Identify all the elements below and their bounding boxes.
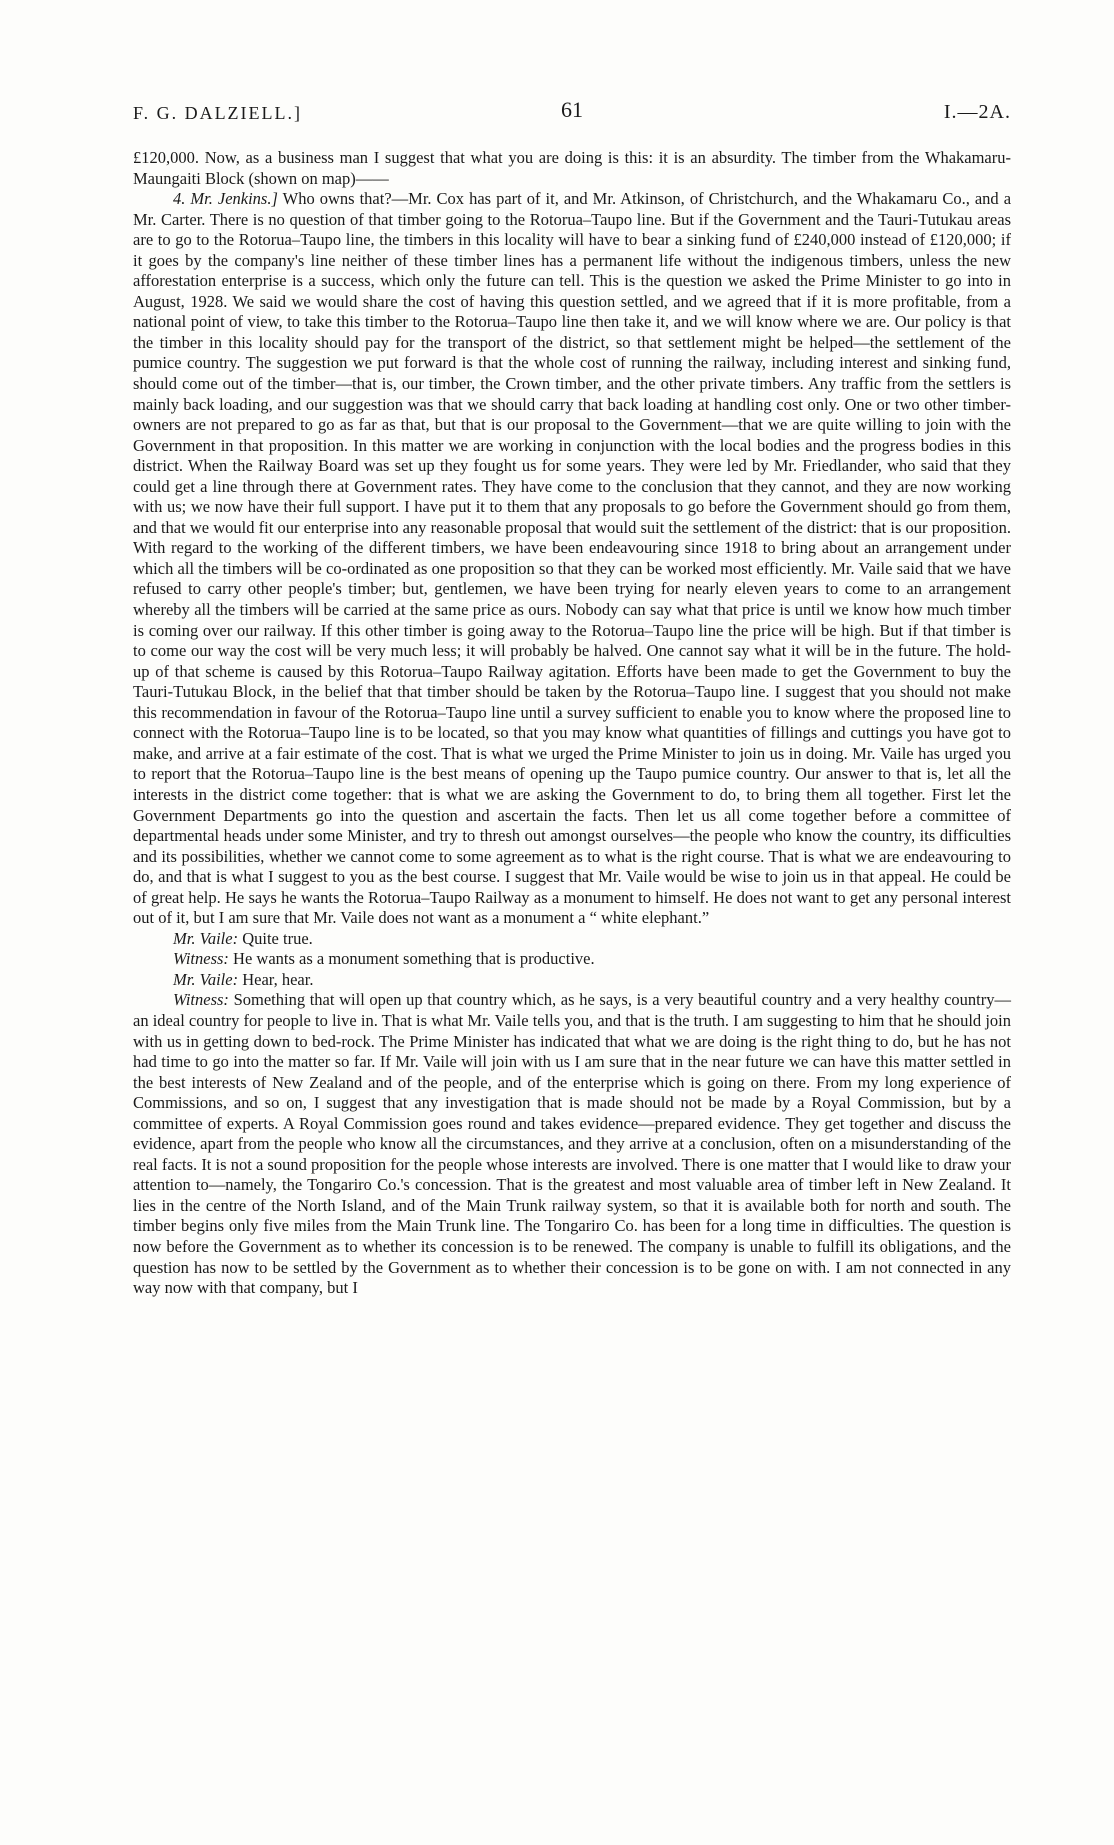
speaker-lead: Witness: — [173, 990, 229, 1010]
speaker-lead: 4. Mr. Jenkins.] — [173, 189, 278, 209]
paragraph-4: Witness: He wants as a monument something that is productive. — [173, 949, 595, 969]
page-body — [133, 148, 1011, 1299]
document-reference: I.—2A. — [943, 101, 1011, 123]
paragraph-1: £120,000. Now, as a business man I suggest that what you are doing is this: it is an absurdity. The timber from the Whakamaru-Maungaiti Block (shown on map)—— — [133, 148, 1011, 188]
speaker-lead: Mr. Vaile: — [173, 969, 239, 989]
paragraph-6: Witness: Something that will open up that country which, as he says, is a very beautiful country and a very healthy country—an ideal country for people to live in. That is what Mr. Vaile tells you, and that is the truth. I am suggesting to him that he should join with us in getting down to bed-rock. The Prime Minister has indicated that what we are doing is the right thing to do, but he has not had time to go into the matter so far. If Mr. Vaile will join with us I am sure that in the near future we can have this matter settled in the best interests of New Zealand and of the people, and of the enterprise which is going on there. From my long experience of Commissions, and so on, I suggest that any investigation that is made should not be made by a Royal Commission, but by a committee of experts. A Royal Commission goes round and takes evidence—prepared evidence. They get together and discuss the evidence, apart from the people who know all the circumstances, and they arrive at a conclusion, often on a misunderstanding of the real facts. It is not a sound proposition for the people whose interests are involved. There is one matter that I would like to draw your attention to—namely, the Tongariro Co.'s concession. That is the greatest and most valuable area of timber left in New Zealand. It lies in the centre of the North Island, and of the Main Trunk railway system, so that it is available both for north and south. The timber begins only five miles from the Main Trunk line. The Tongariro Co. has been for a long time in difficulties. The question is now before the Government as to whether its concession is to be renewed. The company is unable to fulfill its obligations, and the question has now to be settled by the Government as to whether their concession is to be gone on with. I am not connected in any way now with that company, but I — [133, 990, 1011, 1298]
page-header — [133, 97, 1011, 131]
page-number: 61 — [561, 97, 583, 122]
paragraph-2: 4. Mr. Jenkins.] Who owns that?—Mr. Cox has part of it, and Mr. Atkinson, of Christchurch, and the Whakamaru Co., and a Mr. Carter. There is no question of that timber going to the Rotorua–Taupo line. But if the Government and the Tauri-Tutukau areas are to go to the Rotorua–Taupo line, the timbers in this locality will have to bear a sinking fund of £240,000 instead of £120,000; if it goes by the company's line neither of these timber lines has a permanent life without the indigenous timbers, unless the new afforestation enterprise is a success, which only the future can tell. This is the question we asked the Prime Minister to go into in August, 1928. We said we would share the cost of having this question settled, and we agreed that if it is more profitable, from a national point of view, to take this timber to the Rotorua–Taupo line then take it, and we will know where we are. Our policy is that the timber in this locality should pay for the transport of the district, so that settlement might be helped—the settlement of the pumice country. The suggestion we put forward is that the whole cost of running the railway, including interest and sinking fund, should come out of the timber—that is, our timber, the Crown timber, and the other private timbers. Any traffic from the settlers is mainly back loading, and our suggestion was that we should carry that back loading at handling cost only. One or two other timber-owners are not prepared to go as far as that, but that is our proposal to the Government—that we are quite willing to join with the Government in that proposition. In this matter we are working in conjunction with the local bodies and the progress bodies in this district. When the Railway Board was set up they fought us for some years. They were led by Mr. Friedlander, who said that they could get a line through there at Government rates. They have come to the conclusion that they cannot, and they are now working with us; we now have their full support. I have put it to them that any proposals to go before the Government should go from them, and that we would fit our enterprise into any reasonable proposal that would suit the settlement of the district: that is our proposition. With regard to the working of the different timbers, we have been endeavouring since 1918 to bring about an arrangement under which all the timbers will be co-ordinated as one proposition so that they can be worked most efficiently. Mr. Vaile said that we have refused to carry other people's timber; but, gentlemen, we have been trying for nearly eleven years to come to an arrangement whereby all the timbers will be carried at the same price as ours. Nobody can say what that price is until we know how much timber is coming over our railway. If this other timber is going away to the Rotorua–Taupo line the price will be high. But if that timber is to come our way the cost will be very much less; it will probably be halved. One cannot say what it will be in the future. The hold-up of that scheme is caused by this Rotorua–Taupo Railway agitation. Efforts have been made to get the Government to buy the Tauri-Tutukau Block, in the belief that that timber should be taken by the Rotorua–Taupo line. I suggest that you should not make this recommendation in favour of the Rotorua–Taupo line until a survey sufficient to enable you to know where the proposed line to connect with the Rotorua–Taupo line is to be located, so that you may know what quantities of fillings and cuttings you have got to make, and arrive at a fair estimate of the cost. That is what we urged the Prime Minister to join us in doing. Mr. Vaile has urged you to report that the Rotorua–Taupo line is the best means of opening up the Taupo pumice country. Our answer to that is, let all the interests in the district come together: that is what we are asking the Government to do, to bring them all together. First let the Government Departments go into the question and ascertain the facts. Then let us all come together before a committee of departmental heads under some Minister, and try to thresh out amongst ourselves—the people who know the country, its difficulties and its possibilities, whether we cannot come to some agreement as to what is the right course. That is what we are endeavouring to do, and that is what I suggest to you as the best course. I suggest that Mr. Vaile would be wise to join us in that appeal. He could be of great help. He says he wants the Rotorua–Taupo Railway as a monument to himself. He does not want to get any personal interest out of it, but I am sure that Mr. Vaile does not want as a monument a “ white elephant.” — [133, 189, 1012, 928]
paragraph-5: Mr. Vaile: Hear, hear. — [173, 969, 314, 989]
witness-name: F. G. DALZIELL.] — [133, 103, 303, 123]
speaker-lead: Witness: — [173, 949, 229, 969]
speaker-lead: Mr. Vaile: — [173, 928, 239, 948]
paragraph-3: Mr. Vaile: Quite true. — [173, 928, 313, 948]
